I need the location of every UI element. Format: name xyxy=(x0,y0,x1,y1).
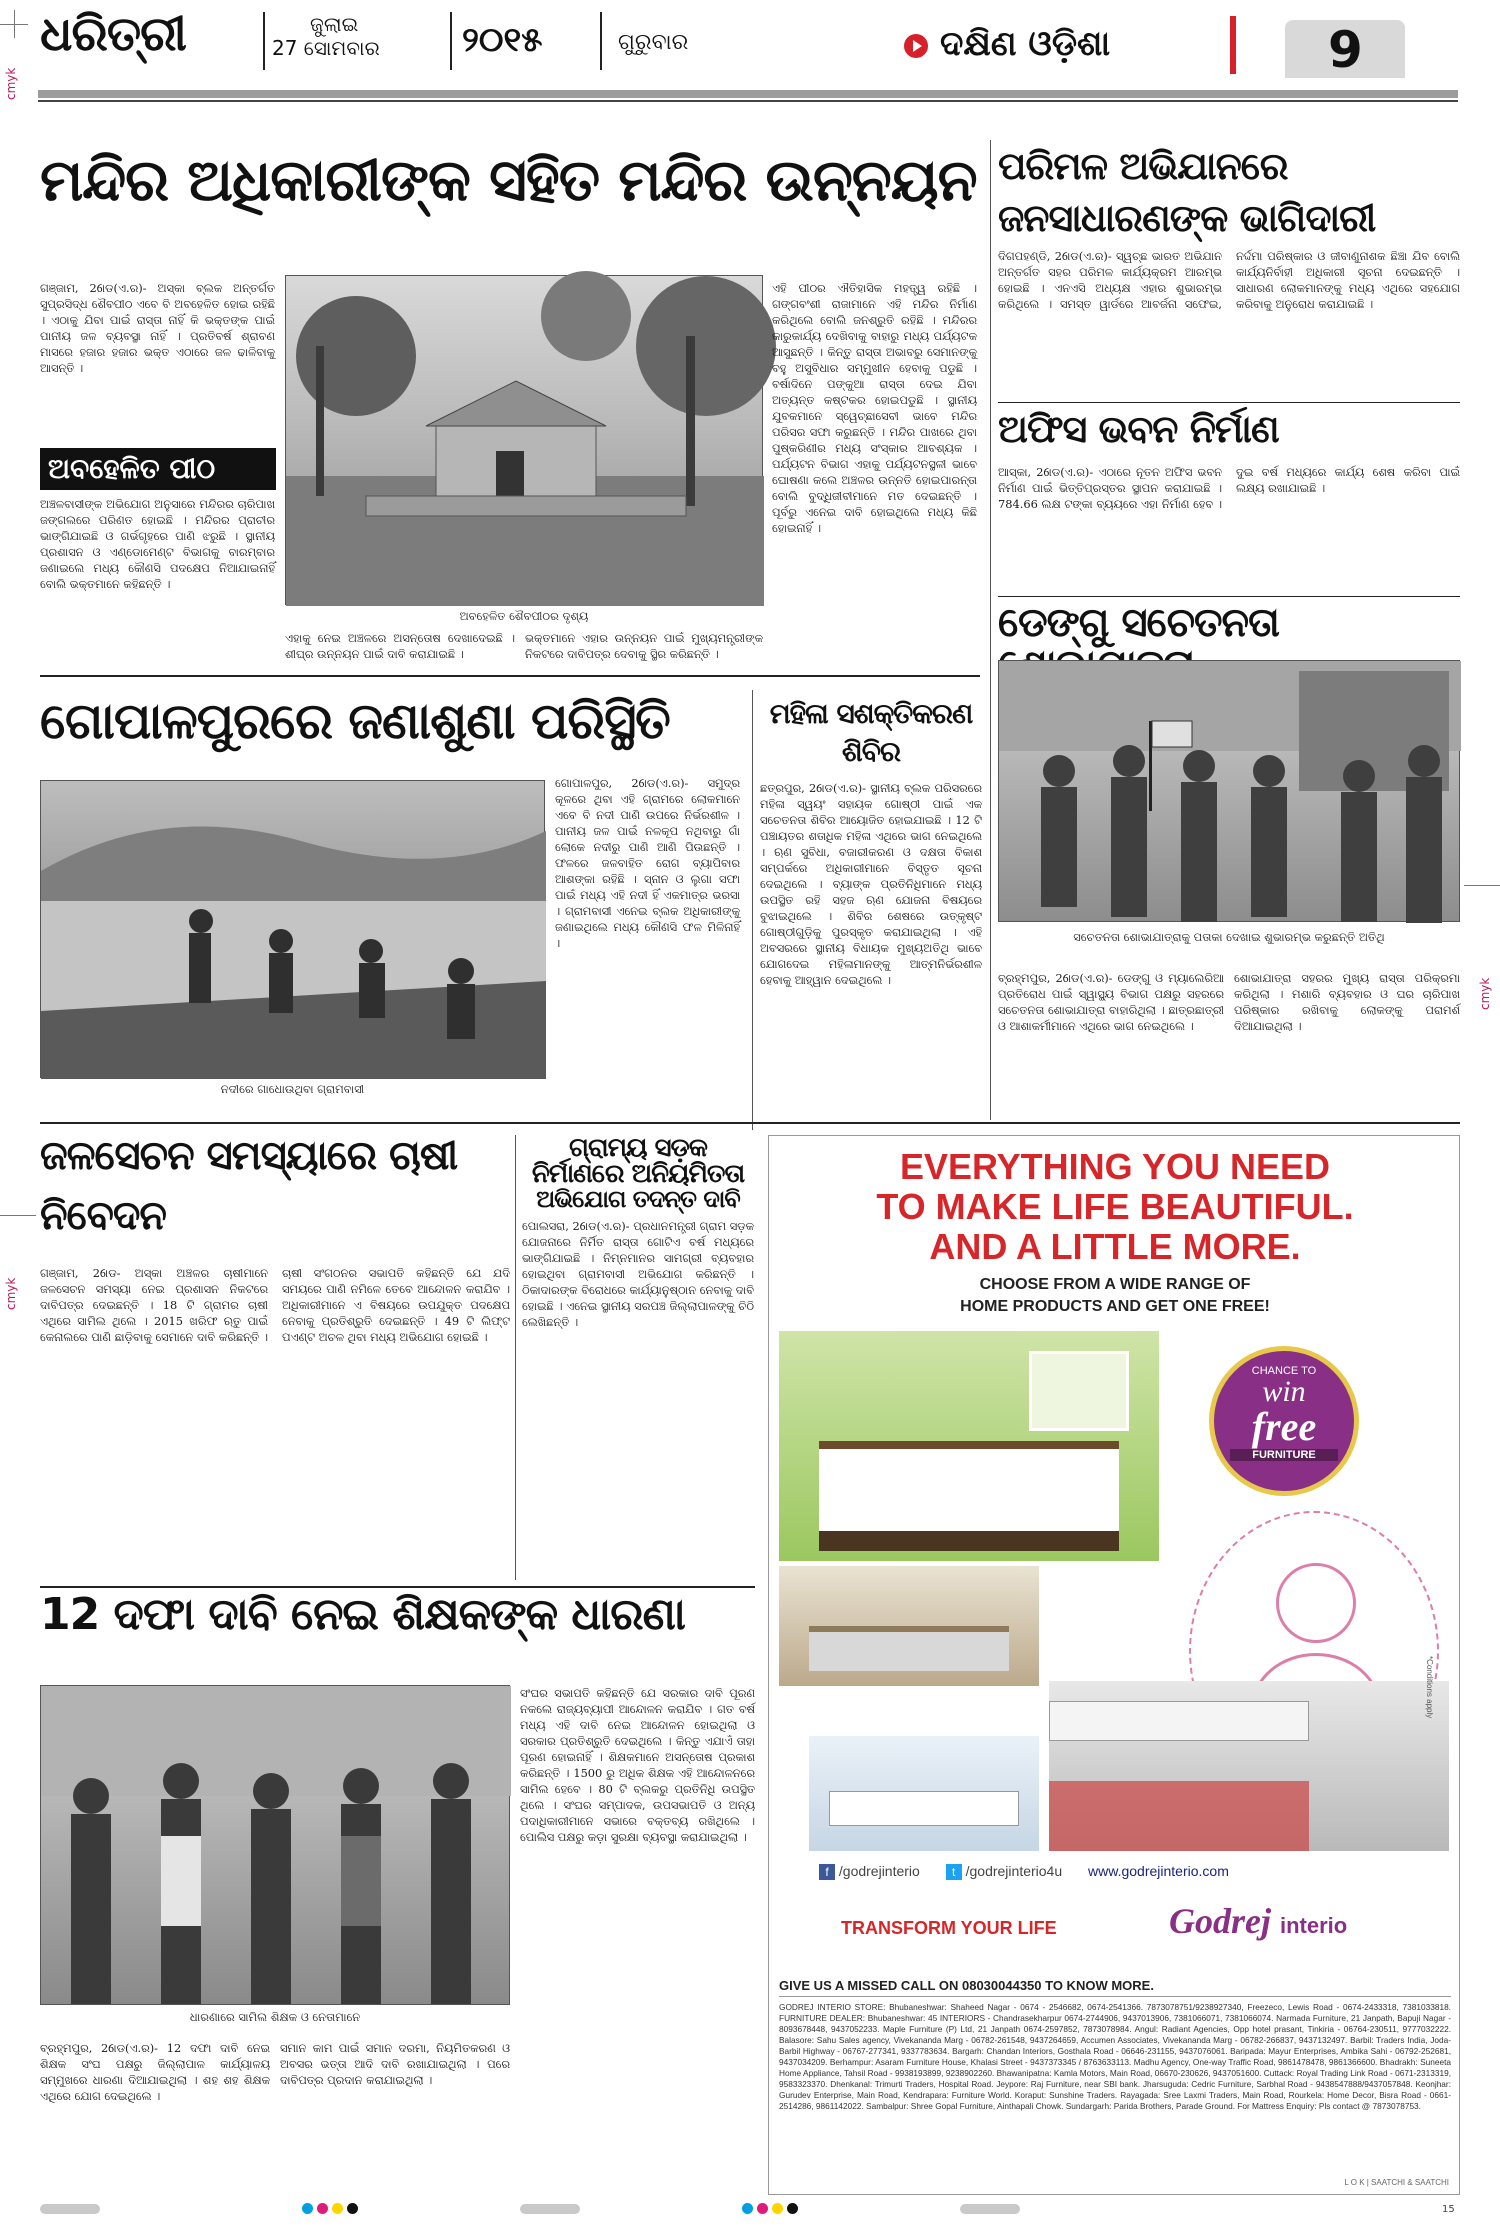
masthead-rule-thin xyxy=(38,100,1458,102)
story1-photo xyxy=(285,275,763,605)
ad-subline-1: CHOOSE FROM A WIDE RANGE OF xyxy=(979,1276,1251,1293)
section-red-bar xyxy=(1230,16,1236,74)
badge-free-text: free xyxy=(1251,1404,1317,1449)
story5-headline: ଅଫିସ ଭବନ ନିର୍ମାଣ xyxy=(998,407,1279,451)
story8-headline-2: ଅଭିଯୋଗ ତଦନ୍ତ ଦାବି xyxy=(536,1185,740,1213)
vrule-story8 xyxy=(515,1135,516,1580)
footer-bar-1 xyxy=(40,2204,100,2214)
ad-call-line: GIVE US A MISSED CALL ON 08030044350 TO KNOW MORE. xyxy=(779,1978,1451,1997)
story3-body: ଛତ୍ରପୁର, 26ାଡ(ଏ.ର)- ସ୍ଥାନୀୟ ବ୍ଲକ ପରିସରରେ ମହିଳା ସ୍ୱୟଂ ସହାୟକ ଗୋଷ୍ଠୀ ପାଇଁ ଏକ ସଚେତନତା ଶିବିର ଆୟୋଜିତ ହୋଇଯାଇଛି । 12 ଟି ପଞ୍ଚାୟତର ଶତାଧିକ ମହିଳା ଏଥିରେ ଭାଗ ନେଇଥିଲେ । ଋଣ ସୁବିଧା, ବଜାରୀକରଣ ଓ ଦକ୍ଷତା ବିକାଶ ସମ୍ପର୍କରେ ଅଧିକାରୀମାନେ ବିସ୍ତୃତ ସୂଚନା ଦେଇଥିଲେ । ବ୍ୟାଙ୍କ ପ୍ରତିନିଧିମାନେ ମଧ୍ୟ ଉପସ୍ଥିତ ରହି ସହଜ ଋଣ ଯୋଜନା ବିଷୟରେ ବୁଝାଇଥିଲେ । ଶିବିର ଶେଷରେ ଉତ୍କୃଷ୍ଟ ଗୋଷ୍ଠୀଗୁଡ଼ିକୁ ପୁରସ୍କୃତ କରାଯାଇଥିଲା । ଏହି ଅବସରରେ ସ୍ଥାନୀୟ ବିଧାୟକ ମୁଖ୍ୟଅତିଥି ଭାବେ ଯୋଗଦେଇ ମହିଳାମାନଙ୍କୁ ଆତ୍ମନିର୍ଭରଶୀଳ ହେବାକୁ ଆହ୍ୱାନ ଦେଇଥିଲେ । xyxy=(760,781,982,987)
website-link[interactable]: www.godrejinterio.com xyxy=(1088,1863,1229,1879)
window-shape xyxy=(1029,1351,1129,1431)
cmyk-label-left-2: cmyk xyxy=(4,1277,18,1310)
ad-store-list: GODREJ INTERIO STORE: Bhubaneshwar: Shaheed Nagar - 0674 - 2546682, 0674-2541366. 7873078751/9238927340, Freezeco, Lewis Road - 0674-2433318, 7381033818. FURNITURE DEALER: Bhubaneshwar: 45 INTERIORS - Chandrasekharpur 0674-2744906, 9437013906, 7381066071, 7381066074. Narmada Furniture, 21 Janpath, Bapuji Nagar - 8093678448, 9437052233. Maple Furniture (P) Ltd, 21 Janpath 0674-2597852, 7873078984. Angul: Radiant Agencies, Opp hotel prasant, Tinkiria - 06764-230511, 9777032222. Balasore: Sahu Sales agency, Vivekananda Marg - 06782-261548, 9437264659, Accumen Associates, Vivekananda Marg - 06782-266837, 9437132497. Barbil: Traders India, Joda-Barbil Highway - 06767-277341, 9337783634. Bargarh: Chandan Interiors, Gosthala Road - 06646-231155, 9437076061. Baripada: Mayur Enterprises, Ambika Sahi - 06792-252681, 9437034209. Berhampur: Asaram Furniture House, Khalasi Street - 9437373345 / 8763633113. Madhu Agency, One-way Traffic Road, 9861478478, 9861366600. Bhadrakh: Suneeta Home Appliance, Tahsil Road - 9938193899, 9238902260. Bhawanipatna: Kamla Motors, Main Road, 06670-230626, 9437051600. Cuttack: Royal Trading Link Road - 0671-2313319, 9583323370. Dhenkanal: Trimurti Traders, Hospital Road. Jeypore: Raj Furniture, near SBI bank. Jharsuguda: Cedric Furniture, Sarbhal Road - 9438547888/9437057848. Keonjhar: Gurudev Enterprise, Main Road, Kendrapara: Furniture World. Koraput: Sunshine Traders. Rayagada: Sree Laxmi Traders, Main Road, Rourkela: Home Decor, Bisra Road - 0661-2514286, 9861142022. Sambalpur: Shree Gopal Furniture, Ainthapali Chowk. Sundargarh: Parida Brothers, Parade Ground. For Mattress Enquiry: Pls contact @ 7873078753. xyxy=(779,2002,1451,2111)
story1-col3-below: ଭକ୍ତମାନେ ଏହାର ଉନ୍ନୟନ ପାଇଁ ମୁଖ୍ୟମନ୍ତ୍ରୀଙ୍କ ନିକଟରେ ଦାବିପତ୍ର ଦେବାକୁ ସ୍ଥିର କରିଛନ୍ତି । xyxy=(525,631,763,661)
story2-headline: ଗୋପାଳପୁରରେ ଜଣାଶୁଣା ପରିସ୍ଥିତି xyxy=(40,692,670,750)
story9-headline: 12 ଦଫା ଦାବି ନେଇ ଶିକ୍ଷକଙ୍କ ଧାରଣା xyxy=(40,1589,685,1640)
ad-headline-2: TO MAKE LIFE BEAUTIFUL. xyxy=(876,1186,1354,1227)
ad-headline-3: AND A LITTLE MORE. xyxy=(929,1226,1301,1267)
ad-mattress-image xyxy=(809,1736,1039,1851)
date-year: ୨୦୧୫ xyxy=(462,20,543,60)
story1-col2-below: ଏହାକୁ ନେଇ ଅଞ୍ଚଳରେ ଅସନ୍ତୋଷ ଦେଖାଦେଇଛି । ଶୀଘ୍ର ଉନ୍ନୟନ ପାଇଁ ଦାବି କରାଯାଇଛି । xyxy=(285,631,515,661)
story1-photo-caption: ଅବହେଳିତ ଶୈବପୀଠର ଦୃଶ୍ୟ xyxy=(459,609,589,623)
twitter-icon[interactable]: t xyxy=(946,1864,962,1880)
temple-photo-graphic xyxy=(286,276,764,606)
brand-name-2: interio xyxy=(1280,1913,1348,1938)
story6-photo xyxy=(998,660,1460,922)
story9-col3: ସଂଘର ସଭାପତି କହିଛନ୍ତି ଯେ ସରକାର ଦାବି ପୂରଣ ନକଲେ ରାଜ୍ୟବ୍ୟାପୀ ଆନ୍ଦୋଳନ କରାଯିବ । ଗତ ବର୍ଷ ମଧ୍ୟ ଏହି ଦାବି ନେଇ ଆନ୍ଦୋଳନ ହୋଇଥିଲା ଓ ସରକାର ପ୍ରତିଶ୍ରୁତି ଦେଇଥିଲେ । କିନ୍ତୁ ଏଯାଏଁ ତାହା ପୂରଣ ହୋଇନାହିଁ । ଶିକ୍ଷକମାନେ ଅସନ୍ତୋଷ ପ୍ରକାଶ କରିଛନ୍ତି । 1500 ରୁ ଅଧିକ ଶିକ୍ଷକ ଏହି ଆନ୍ଦୋଳନରେ ସାମିଲ ହେବେ । 80 ଟି ବ୍ଲକରୁ ପ୍ରତିନିଧି ଉପସ୍ଥିତ ଥିଲେ । ସଂଘର ସମ୍ପାଦକ, ଉପସଭାପତି ଓ ଅନ୍ୟ ପଦାଧିକାରୀମାନେ ସଭାରେ ବକ୍ତବ୍ୟ ରଖିଥିଲେ । ପୋଲିସ ପକ୍ଷରୁ କଡ଼ା ସୁରକ୍ଷା ବ୍ୟବସ୍ଥା କରାଯାଇଥିଲା । xyxy=(520,1686,755,1844)
story1-col1-p1: ଗଞ୍ଜାମ, 26ାଡ(ଏ.ର)- ଅସ୍କା ବ୍ଲକ ଅନ୍ତର୍ଗତ ସୁପ୍ରସିଦ୍ଧ ଶୈବପୀଠ ଏବେ ବି ଅବହେଳିତ ହୋଇ ରହିଛି । ଏଠାକୁ ଯିବା ପାଇଁ ରାସ୍ତା ନାହିଁ କି ଭକ୍ତଙ୍କ ପାଇଁ ପାନୀୟ ଜଳ ବ୍ୟବସ୍ଥା ନାହିଁ । ପ୍ରତିବର୍ଷ ଶ୍ରାବଣ ମାସରେ ହଜାର ହଜାର ଭକ୍ତ ଏଠାରେ ଜଳ ଢାଳିବାକୁ ଆସନ୍ତି । xyxy=(40,281,275,375)
masthead xyxy=(40,4,1470,92)
story1-col1-p2: ଅଞ୍ଚଳବାସୀଙ୍କ ଅଭିଯୋଗ ଅନୁସାରେ ମନ୍ଦିରର ଚାରିପାଖ ଜଙ୍ଗଲରେ ପରିଣତ ହୋଇଛି । ମନ୍ଦିରର ପ୍ରାଚୀର ଭାଙ୍ଗିଯାଇଛି ଓ ଗର୍ଭଗୃହରେ ପାଣି ଝରୁଛି । ସ୍ଥାନୀୟ ପ୍ରଶାସନ ଓ ଏଣ୍ଡୋମେଣ୍ଟ ବିଭାଗକୁ ବାରମ୍ବାର ଜଣାଇଲେ ମଧ୍ୟ କୌଣସି ପଦକ୍ଷେପ ନିଆଯାଇନାହିଁ ବୋଲି ଭକ୍ତମାନେ କହିଛନ୍ତି । xyxy=(40,497,275,591)
brand-name: Godrej xyxy=(1169,1901,1271,1941)
ad-subline-2: HOME PRODUCTS AND GET ONE FREE! xyxy=(960,1298,1270,1315)
masthead-divider-2 xyxy=(450,12,452,70)
story1-col1-text-2 xyxy=(40,496,275,626)
divider-story5 xyxy=(998,596,1460,597)
bed-base xyxy=(819,1531,1119,1551)
ad-social-row xyxy=(819,1863,1439,1885)
divider-story4 xyxy=(998,402,1460,403)
ad-agency-credit: L O K | SAATCHI & SAATCHI xyxy=(1344,2178,1449,2187)
date-block xyxy=(272,12,447,60)
divider-story1 xyxy=(40,675,980,677)
story7-headline: ଜଳସେଚନ ସମସ୍ୟାରେ ଚାଷୀ xyxy=(40,1133,458,1179)
ad-headline-1: EVERYTHING YOU NEED xyxy=(899,1146,1331,1187)
godrej-ad[interactable] xyxy=(768,1135,1460,2195)
cmyk-label-right: cmyk xyxy=(1478,977,1492,1010)
river-photo-graphic xyxy=(41,781,546,1079)
ad-conditions: *Conditions apply xyxy=(1425,1656,1434,1719)
story8-headline-1: ଗ୍ରାମ୍ୟ ସଡ଼କ ନିର୍ମାଣରେ ଅନିୟମିତତା xyxy=(531,1133,745,1189)
story1-headline: ମନ୍ଦିର ଅଧିକାରୀଙ୍କ ସହିତ ମନ୍ଦିର ଉନ୍ନୟନ xyxy=(40,146,977,214)
ad-kitchen-image xyxy=(1049,1681,1449,1851)
story1-col1-text xyxy=(40,280,275,445)
badge-bottom-text: FURNITURE xyxy=(1230,1449,1338,1461)
story4-headline: ପରିମଳ ଅଭିଯାନରେ ଜନସାଧାରଣଙ୍କ ଭାଗିଦାରୀ xyxy=(998,144,1376,240)
bed-shape xyxy=(819,1441,1119,1531)
story6-col2: ଶୋଭାଯାତ୍ରା ସହରର ମୁଖ୍ୟ ରାସ୍ତା ପରିକ୍ରମା କରିଥିଲା । ମଶାରି ବ୍ୟବହାର ଓ ଘର ଚାରିପାଖ ପରିଷ୍କାର ରଖିବାକୁ ଲୋକଙ୍କୁ ପରାମର୍ଶ ଦିଆଯାଇଥିଲା । xyxy=(1234,971,1460,1033)
date-month: ଜୁଲାଇ xyxy=(310,12,359,36)
story4-body: ଦିଗପହଣ୍ଡି, 26ାଡ(ଏ.ର)- ସ୍ୱଚ୍ଛ ଭାରତ ଅଭିଯାନ ଅନ୍ତର୍ଗତ ସହର ପରିମଳ କାର୍ଯ୍ୟକ୍ରମ ଆରମ୍ଭ ହୋଇଛି । ଏନଏସି ଅଧ୍ୟକ୍ଷ ଏହାର ଶୁଭାରମ୍ଭ କରିଥିଲେ । ସମସ୍ତ ୱାର୍ଡରେ ଆବର୍ଜନା ସଫେଇ, ନର୍ଦ୍ଦମା ପରିଷ୍କାର ଓ ଜୀବାଣୁନାଶକ ଛିଞ୍ଚା ଯିବ ବୋଲି କାର୍ଯ୍ୟନିର୍ବାହୀ ଅଧିକାରୀ ସୂଚନା ଦେଇଛନ୍ତି । ସାଧାରଣ ଲୋକମାନଙ୍କୁ ମଧ୍ୟ ଏଥିରେ ସହଯୋଗ କରିବାକୁ ଅନୁରୋଧ କରାଯାଇଛି । xyxy=(998,249,1460,311)
ad-livingroom-image xyxy=(779,1566,1039,1686)
footer-bar-2 xyxy=(520,2204,580,2214)
story6-col1: ବ୍ରହ୍ମପୁର, 26ାଡ(ଏ.ର)- ଡେଙ୍ଗୁ ଓ ମ୍ୟାଲେରିଆ ପ୍ରତିରୋଧ ପାଇଁ ସ୍ୱାସ୍ଥ୍ୟ ବିଭାଗ ପକ୍ଷରୁ ସହରରେ ସଚେତନତା ଶୋଭାଯାତ୍ରା ବାହାରିଥିଲା । ଛାତ୍ରଛାତ୍ରୀ ଓ ଆଶାକର୍ମୀମାନେ ଏଥିରେ ଭାଗ ନେଇଥିଲେ । xyxy=(998,971,1224,1033)
story9-photo xyxy=(40,1685,510,2005)
page-number: 9 xyxy=(1328,21,1363,79)
crop-mark-mid-right xyxy=(1464,885,1500,886)
story6-photo-caption: ସଚେତନତା ଶୋଭାଯାତ୍ରାକୁ ପତାକା ଦେଖାଇ ଶୁଭାରମ୍ଭ କରୁଛନ୍ତି ଅତିଥି xyxy=(1073,930,1385,944)
masthead-divider-3 xyxy=(600,12,602,70)
story9-col2: ସମାନ କାମ ପାଇଁ ସମାନ ଦରମା, ନିୟମିତକରଣ ଓ ଅବସର ଭତ୍ତା ଆଦି ଦାବି ରଖାଯାଇଥିଲା । ପରେ ଦାବିପତ୍ର ପ୍ରଦାନ କରାଯାଇଥିଲା । xyxy=(280,2041,510,2087)
story1-subhead-box xyxy=(40,448,276,490)
protest-photo-graphic xyxy=(41,1686,511,2006)
ad-tagline: TRANSFORM YOUR LIFE xyxy=(841,1918,1057,1938)
story3-headline: ମହିଳା ସଶକ୍ତିକରଣ ଶିବିର xyxy=(769,697,973,768)
section-title: ଦକ୍ଷିଣ ଓଡ଼ିଶା xyxy=(940,24,1111,64)
story5-body: ଆସ୍କା, 26ାଡ(ଏ.ର)- ଏଠାରେ ନୂତନ ଅଫିସ ଭବନ ନିର୍ମାଣ ପାଇଁ ଭିତ୍ତିପ୍ରସ୍ତର ସ୍ଥାପନ କରାଯାଇଛି । 784.66 ଲକ୍ଷ ଟଙ୍କା ବ୍ୟୟରେ ଏହା ନିର୍ମାଣ ହେବ । ଦୁଇ ବର୍ଷ ମଧ୍ୟରେ କାର୍ଯ୍ୟ ଶେଷ କରିବା ପାଇଁ ଲକ୍ଷ୍ୟ ରଖାଯାଇଛି । xyxy=(998,465,1460,511)
facebook-icon[interactable]: f xyxy=(819,1864,835,1880)
story2-body: ଗୋପାଳପୁର, 26ାଡ(ଏ.ର)- ସମୁଦ୍ର କୂଳରେ ଥିବା ଏହି ଗ୍ରାମରେ ଲୋକମାନେ ଏବେ ବି ନଦୀ ପାଣି ଉପରେ ନିର୍ଭରଶୀଳ । ପାନୀୟ ଜଳ ପାଇଁ ନଳକୂପ ନଥିବାରୁ ଗାଁ ଲୋକେ ନଦୀରୁ ପାଣି ଆଣି ପିଉଛନ୍ତି । ଫଳରେ ଜଳବାହିତ ରୋଗ ବ୍ୟାପିବାର ଆଶଙ୍କା ରହିଛି । ସ୍ନାନ ଓ ଲୁଗା ସଫା ପାଇଁ ମଧ୍ୟ ଏହି ନଦୀ ହିଁ ଏକମାତ୍ର ଭରସା । ଗ୍ରାମବାସୀ ଏନେଇ ବ୍ଲକ ଅଧିକାରୀଙ୍କୁ ଜଣାଇଥିଲେ ମଧ୍ୟ କୌଣସି ଫଳ ମିଳିନାହିଁ । xyxy=(555,776,740,950)
vrule-mid xyxy=(752,690,753,1130)
footer-registration-bar xyxy=(40,2203,1470,2223)
story8-body: ପୋଲସରା, 26ାଡ(ଏ.ର)- ପ୍ରଧାନମନ୍ତ୍ରୀ ଗ୍ରାମ ସଡ଼କ ଯୋଜନାରେ ନିର୍ମିତ ରାସ୍ତା ଗୋଟିଏ ବର୍ଷ ମଧ୍ୟରେ ଭାଙ୍ଗିଯାଇଛି । ନିମ୍ନମାନର ସାମଗ୍ରୀ ବ୍ୟବହାର ହୋଇଥିବା ଗ୍ରାମବାସୀ ଅଭିଯୋଗ କରିଛନ୍ତି । ଠିକାଦାରଙ୍କ ବିରୋଧରେ କାର୍ଯ୍ୟାନୁଷ୍ଠାନ ନେବାକୁ ଦାବି ହୋଇଛି । ଏନେଇ ସ୍ଥାନୀୟ ସରପଞ୍ଚ ଜିଲ୍ଲାପାଳଙ୍କୁ ଚିଠି ଲେଖିଛନ୍ତି । xyxy=(522,1219,754,1329)
story9-photo-caption: ଧାରଣାରେ ସାମିଲ ଶିକ୍ଷକ ଓ ନେତାମାନେ xyxy=(189,2010,361,2024)
divider-story9 xyxy=(40,1586,755,1588)
date-day: 27 ସୋମବାର xyxy=(272,36,380,60)
brand-logo xyxy=(1169,1900,1347,1942)
story1-col4: ଏହି ପୀଠର ଐତିହାସିକ ମହତ୍ତ୍ୱ ରହିଛି । ଗଙ୍ଗବଂଶୀ ରାଜାମାନେ ଏହି ମନ୍ଦିର ନିର୍ମାଣ କରିଥିଲେ ବୋଲି ଜନଶ୍ରୁତି ରହିଛି । ମନ୍ଦିରର କାରୁକାର୍ଯ୍ୟ ଦେଖିବାକୁ ବାହାରୁ ମଧ୍ୟ ପର୍ଯ୍ୟଟକ ଆସୁଛନ୍ତି । କିନ୍ତୁ ରାସ୍ତା ଅଭାବରୁ ସେମାନଙ୍କୁ ବହୁ ଅସୁବିଧାର ସମ୍ମୁଖୀନ ହେବାକୁ ପଡୁଛି । ବର୍ଷାଦିନେ ପଙ୍କୁଆ ରାସ୍ତା ଦେଇ ଯିବା ଅତ୍ୟନ୍ତ କଷ୍ଟକର ହୋଇପଡୁଛି । ସ୍ଥାନୀୟ ଯୁବକମାନେ ସ୍ୱେଚ୍ଛାସେବୀ ଭାବେ ମନ୍ଦିର ପରିସର ସଫା କରୁଛନ୍ତି । ମନ୍ଦିର ପାଖରେ ଥିବା ପୁଷ୍କରିଣୀର ମଧ୍ୟ ସଂସ୍କାର ଆବଶ୍ୟକ । ପର୍ଯ୍ୟଟନ ବିଭାଗ ଏହାକୁ ପର୍ଯ୍ୟଟନସ୍ଥଳୀ ଭାବେ ଘୋଷଣା କଲେ ଅଞ୍ଚଳର ଉନ୍ନତି ହୋଇପାରନ୍ତା ବୋଲି ବୁଦ୍ଧିଜୀବୀମାନେ ମତ ଦେଇଛନ୍ତି । ପୂର୍ବରୁ ଏନେଇ ଦାବି ହୋଇଥିଲେ ମଧ୍ୟ କିଛି ହୋଇନାହିଁ । xyxy=(772,281,977,535)
ad-bedroom-image xyxy=(779,1331,1159,1561)
masthead-divider-1 xyxy=(263,12,265,70)
twitter-handle[interactable]: /godrejinterio4u xyxy=(965,1863,1063,1879)
win-free-badge xyxy=(1209,1346,1359,1496)
divider-mid xyxy=(40,1122,1460,1124)
vrule-right-col xyxy=(990,140,991,1120)
footer-code: 15 xyxy=(1442,2204,1455,2215)
facebook-handle[interactable]: /godrejinterio xyxy=(838,1863,920,1879)
story1-subhead: ଅବହେଳିତ ପୀଠ xyxy=(48,452,216,485)
paper-name: ଧରିତ୍ରୀ xyxy=(40,6,186,62)
story7-body: ଗଞ୍ଜାମ, 26ାଡ- ଅସ୍କା ଅଞ୍ଚଳର ଚାଷୀମାନେ ଜଳସେଚନ ସମସ୍ୟା ନେଇ ପ୍ରଶାସନ ନିକଟରେ ଦାବିପତ୍ର ଦେଇଛନ୍ତି । 18 ଟି ଗ୍ରାମର ଚାଷୀ ଏଥିରେ ସାମିଲ ଥିଲେ । 2015 ଖରିଫ ଋତୁ ପାଇଁ କେନାଲରେ ପାଣି ଛାଡ଼ିବାକୁ ସେମାନେ ଦାବି କରିଛନ୍ତି । ଚାଷୀ ସଂଗଠନର ସଭାପତି କହିଛନ୍ତି ଯେ ଯଦି ସମୟରେ ପାଣି ନମିଳେ ତେବେ ଆନ୍ଦୋଳନ କରାଯିବ । ଅଧିକାରୀମାନେ ଏ ବିଷୟରେ ଉପଯୁକ୍ତ ପଦକ୍ଷେପ ନେବାକୁ ପ୍ରତିଶ୍ରୁତି ଦେଇଛନ୍ତି । 49 ଟି ଲିଫ୍ଟ ପଏଣ୍ଟ ଅଚଳ ଥିବା ମଧ୍ୟ ଅଭିଯୋଗ ହୋଇଛି । xyxy=(40,1266,510,1344)
badge-top-text: CHANCE TO xyxy=(1251,1365,1317,1377)
weekday: ଗୁରୁବାର xyxy=(618,30,689,55)
section-bullet-icon xyxy=(904,34,928,58)
story7-subhead: ନିବେଦନ xyxy=(40,1193,166,1239)
masthead-rule xyxy=(38,90,1458,98)
crop-mark-mid-left xyxy=(0,1215,36,1216)
rally-photo-graphic xyxy=(999,661,1461,923)
story6-headline: ଡେଙ୍ଗୁ ସଚେତନତା xyxy=(998,600,1279,646)
cmyk-label-left: cmyk xyxy=(4,67,18,100)
crop-mark-top-left-v xyxy=(14,10,15,38)
story2-photo-caption: ନଦୀରେ ଗାଧୋଉଥିବା ଗ୍ରାମବାସୀ xyxy=(220,1082,365,1096)
story2-photo xyxy=(40,780,545,1078)
footer-bar-3 xyxy=(960,2204,1020,2214)
story9-col1: ବ୍ରହ୍ମପୁର, 26ାଡ(ଏ.ର)- 12 ଦଫା ଦାବି ନେଇ ଶିକ୍ଷକ ସଂଘ ପକ୍ଷରୁ ଜିଲ୍ଲାପାଳ କାର୍ଯ୍ୟାଳୟ ସମ୍ମୁଖରେ ଧାରଣା ଦିଆଯାଇଥିଲା । ଶହ ଶହ ଶିକ୍ଷକ ଏଥିରେ ଯୋଗ ଦେଇଥିଲେ । xyxy=(40,2041,270,2103)
badge-win-text: win xyxy=(1262,1375,1306,1408)
